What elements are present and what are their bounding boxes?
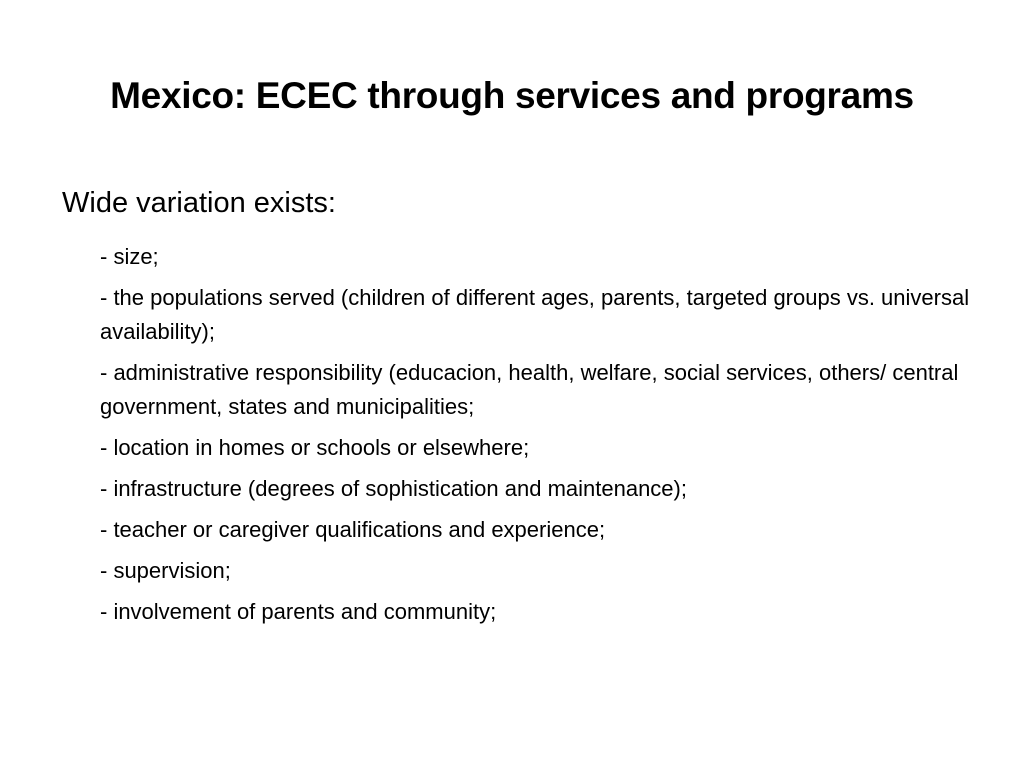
- bullet-item-size: - size;: [100, 244, 159, 269]
- bullet-item-qualifications: - teacher or caregiver qualifications and experience;: [100, 517, 606, 542]
- slide-title: Mexico: ECEC through services and programs: [110, 75, 914, 116]
- bullet-item-supervision: - supervision;: [100, 558, 231, 583]
- bullet-list: [100, 240, 970, 636]
- bullet-item-location: - location in homes or schools or elsewhere;: [100, 435, 530, 460]
- bullet-item-administrative-responsibility: - administrative responsibility (educacion, health, welfare, social services, others/ central government, states and municipalities;: [100, 360, 959, 419]
- bullet-item-involvement: - involvement of parents and community;: [100, 599, 497, 624]
- bullet-item-populations: - the populations served (children of different ages, parents, targeted groups vs. universal availability);: [100, 285, 970, 344]
- intro-text: Wide variation exists:: [62, 187, 336, 219]
- bullet-item-infrastructure: - infrastructure (degrees of sophistication and maintenance);: [100, 476, 687, 501]
